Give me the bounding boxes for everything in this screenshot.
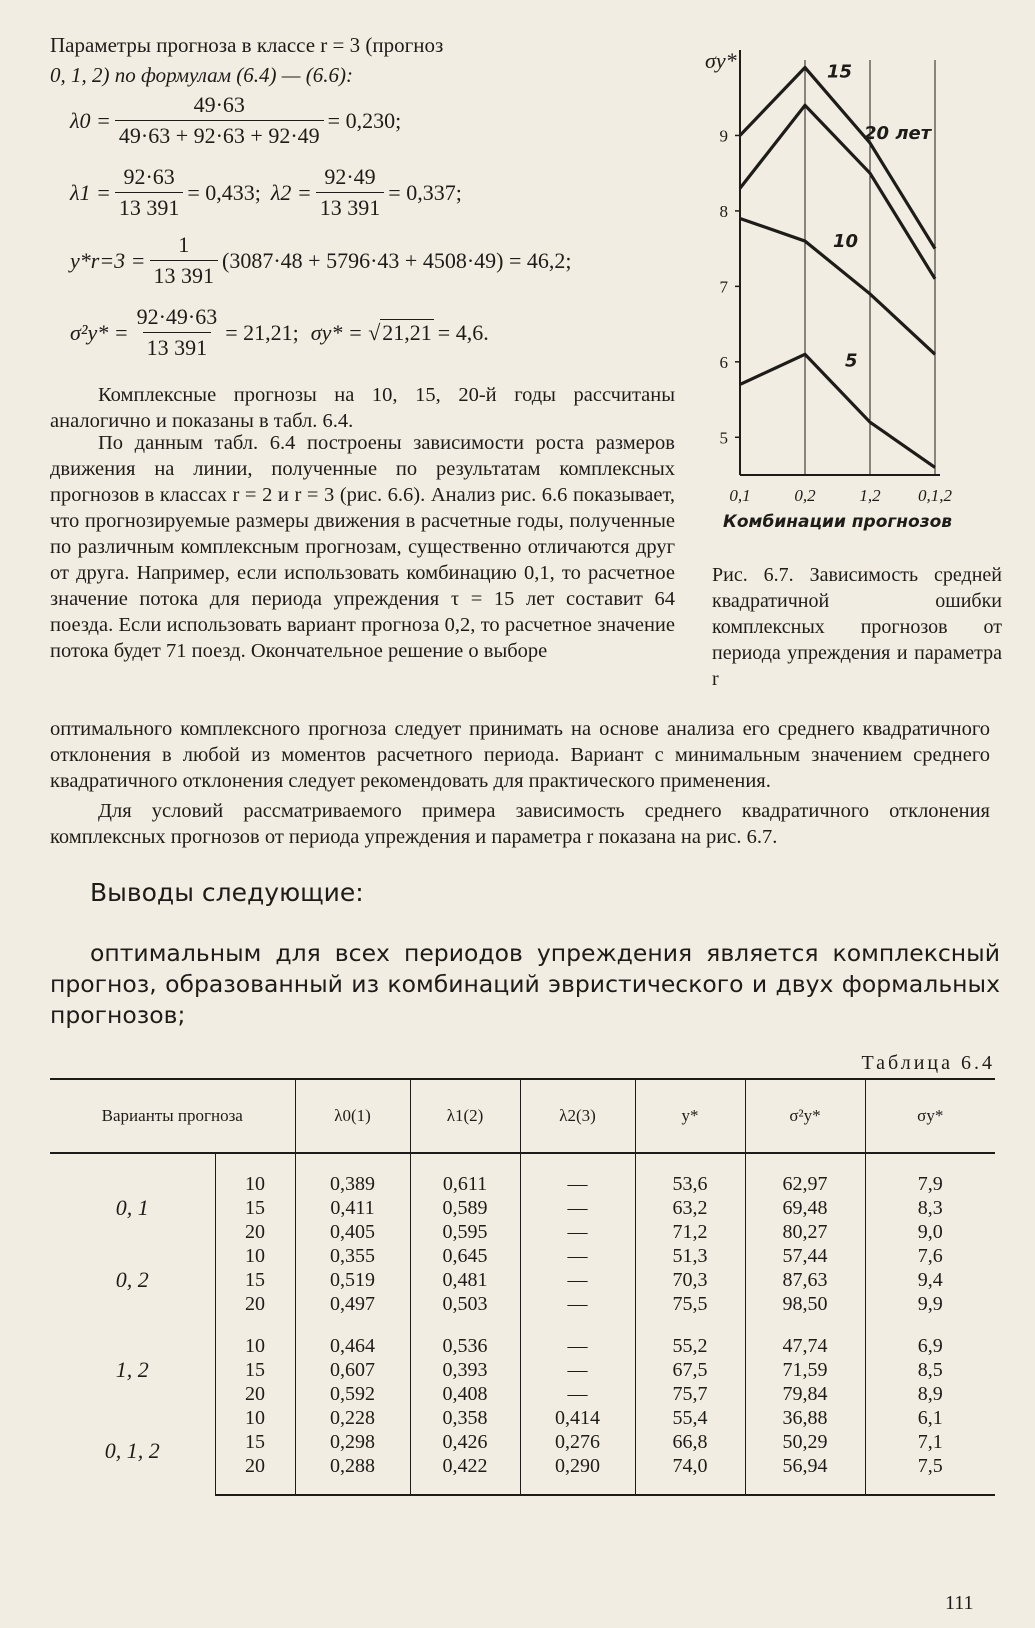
fraction-denominator: 49·63 + 92·63 + 92·49	[115, 120, 324, 149]
table-header-cell: Варианты прогноза	[50, 1079, 295, 1153]
y-tick-label: 5	[719, 428, 728, 448]
fraction-numerator: 1	[178, 232, 190, 257]
conclusions-text: оптимальным для всех периодов упреждения является комплексный прогноз, образованный из комбинаций эвристического и двух формальных прогнозов;	[50, 939, 1000, 1029]
x-axis-label: Комбинации прогнозов	[722, 512, 953, 532]
table-cell: 75,5	[635, 1292, 745, 1316]
table-header-row	[50, 1079, 995, 1153]
table-cell: 62,97	[745, 1153, 865, 1196]
table-row	[50, 1406, 995, 1430]
table-cell: 7,5	[865, 1454, 995, 1495]
table-cell: —	[520, 1153, 635, 1196]
table-cell: 0,592	[295, 1382, 410, 1406]
table-cell: 6,1	[865, 1406, 995, 1430]
table-cell: —	[520, 1244, 635, 1268]
table-cell: 15	[215, 1268, 295, 1292]
table-cell: 8,5	[865, 1358, 995, 1382]
fraction-denominator: 13 391	[316, 192, 385, 221]
y-axis-label: σy*	[705, 48, 737, 73]
table-cell: 15	[215, 1430, 295, 1454]
table-cell: 57,44	[745, 1244, 865, 1268]
table-cell: 0,393	[410, 1358, 520, 1382]
table-cell: 9,0	[865, 1220, 995, 1244]
table-cell: 10	[215, 1244, 295, 1268]
table-cell: 0,645	[410, 1244, 520, 1268]
variant-cell: 0, 2	[115, 1267, 149, 1292]
series-label: 5	[845, 350, 858, 372]
intro-text	[50, 30, 690, 90]
x-tick-label: 0,1	[729, 486, 751, 505]
fraction-numerator: 92·49·63	[136, 304, 218, 329]
table-header-cell: λ0(1)	[295, 1079, 410, 1153]
fraction-numerator: 92·49	[324, 164, 376, 189]
fraction-numerator: 92·63	[123, 164, 175, 189]
table-cell: —	[520, 1268, 635, 1292]
paragraph-2: По данным табл. 6.4 построены зависимости роста размеров движения на линии, полученные по результатам комплексных прогнозов в классах r = 2 и r = 3 (рис. 6.6). Анализ рис. 6.6 показывает, что прогнозируемые размеры движения в расчетные годы, полученные по различным комплексным прогнозам, существенно отличаются друг от друга. Например, если использовать комбинацию 0,1, то расчетное значение потока для периода упреждения τ = 15 лет составит 64 поезда. Если использовать вариант прогноза 0,2, то расчетное значение потока будет 71 поезд. Окончательное решение о выборе	[50, 432, 675, 662]
table-cell: —	[520, 1358, 635, 1382]
y-tick-label: 8	[719, 201, 728, 221]
table-cell: 55,2	[635, 1316, 745, 1358]
formula-sigma: σ²y* = $\frac{92\cdot 49\cdot 63}{13 391}$ = 21,21; σy* = √ 21,21 = 4,6.	[70, 304, 489, 360]
table-cell: 0,411	[295, 1196, 410, 1220]
table-cell: 0,595	[410, 1220, 520, 1244]
table-cell: 6,9	[865, 1316, 995, 1358]
table-cell: 80,27	[745, 1220, 865, 1244]
table-cell: 0,408	[410, 1382, 520, 1406]
table-cell: —	[520, 1316, 635, 1358]
x-tick-label: 1,2	[859, 486, 881, 505]
page-number: 111	[945, 1592, 974, 1614]
table-cell: 20	[215, 1382, 295, 1406]
variant-cell: 0, 1	[115, 1195, 149, 1220]
table-cell: 67,5	[635, 1358, 745, 1382]
table-cell: 71,59	[745, 1358, 865, 1382]
table-cell: 75,7	[635, 1382, 745, 1406]
table-cell: 0,426	[410, 1430, 520, 1454]
table-cell: —	[520, 1196, 635, 1220]
figure-6-7-chart	[705, 40, 1010, 540]
formula-lambda0: λ0 = $\frac{49\cdot 63}{49\cdot 63 + 92\cdot 63 + 92\cdot 49}$ = 0,230;	[70, 92, 402, 148]
fraction-numerator: 49·63	[193, 92, 245, 117]
table-cell: 0,358	[410, 1406, 520, 1430]
table-cell: 0,464	[295, 1316, 410, 1358]
series-label: 15	[827, 61, 853, 83]
table-cell: —	[520, 1292, 635, 1316]
table-cell: 0,481	[410, 1268, 520, 1292]
table-cell: 15	[215, 1358, 295, 1382]
x-tick-label: 0,2	[794, 486, 816, 505]
table-cell: 0,290	[520, 1454, 635, 1495]
table-cell: 7,1	[865, 1430, 995, 1454]
table-cell: 8,3	[865, 1196, 995, 1220]
table-cell: 66,8	[635, 1430, 745, 1454]
table-cell: 69,48	[745, 1196, 865, 1220]
table-cell: 7,9	[865, 1153, 995, 1196]
table-row	[50, 1316, 995, 1358]
table-cell: 0,228	[295, 1406, 410, 1430]
table-cell: 0,298	[295, 1430, 410, 1454]
intro-line-2: 0, 1, 2) по формулам (6.4) — (6.6):	[50, 63, 353, 87]
table-cell: 0,288	[295, 1454, 410, 1495]
square-root: 21,21	[382, 320, 432, 345]
series-label: 20 лет	[864, 123, 932, 144]
table-cell: 55,4	[635, 1406, 745, 1430]
x-tick-label: 0,1,2	[918, 486, 952, 505]
table-cell: 9,4	[865, 1268, 995, 1292]
figure-caption: Рис. 6.7. Зависимость средней квадратичной ошибки комплексных прогнозов от периода упреждения и параметра r	[712, 564, 1002, 690]
fraction-denominator: 13 391	[115, 192, 184, 221]
table-cell: —	[520, 1382, 635, 1406]
fraction-denominator: 13 391	[143, 332, 212, 361]
conclusions-title: Выводы следующие:	[90, 878, 364, 907]
table-cell: 0,389	[295, 1153, 410, 1196]
table-title: Таблица 6.4	[861, 1052, 995, 1074]
paragraph-2-continued: оптимального комплексного прогноза следует принимать на основе анализа его среднего квадратичного отклонения в любой из моментов расчетного периода. Вариант с минимальным значением среднего квадратичного отклонения следует рекомендовать для практического применения.	[50, 718, 990, 792]
table-cell: 0,589	[410, 1196, 520, 1220]
series-line	[740, 354, 935, 467]
table-cell: 10	[215, 1153, 295, 1196]
table-cell: 0,503	[410, 1292, 520, 1316]
formula-lambda1-lambda2: λ1 = $\frac{92\cdot 63}{13 391}$ = 0,433; λ2 = $\frac{92\cdot 49}{13 391}$ = 0,337;	[70, 164, 462, 220]
table-header-cell: σy*	[865, 1079, 995, 1153]
table-cell: 74,0	[635, 1454, 745, 1495]
table-cell: 87,63	[745, 1268, 865, 1292]
table-cell: 9,9	[865, 1292, 995, 1316]
table-cell: 71,2	[635, 1220, 745, 1244]
y-tick-label: 9	[719, 126, 728, 146]
table-cell: 63,2	[635, 1196, 745, 1220]
table-cell: 0,405	[295, 1220, 410, 1244]
table-cell: 51,3	[635, 1244, 745, 1268]
table-cell: 20	[215, 1454, 295, 1495]
table-cell: 56,94	[745, 1454, 865, 1495]
table-cell: 8,9	[865, 1382, 995, 1406]
table-header-cell: λ2(3)	[520, 1079, 635, 1153]
table-row	[50, 1153, 995, 1196]
table-cell: 7,6	[865, 1244, 995, 1268]
table-cell: 0,355	[295, 1244, 410, 1268]
table-cell: 0,276	[520, 1430, 635, 1454]
formula-y-star: y*r=3 = $\frac{1}{13 391}$ (3087·48 + 5796·43 + 4508·49) = 46,2;	[70, 232, 572, 288]
table-cell: 50,29	[745, 1430, 865, 1454]
table-header-cell: λ1(2)	[410, 1079, 520, 1153]
table-cell: 0,414	[520, 1406, 635, 1430]
series-label: 10	[833, 231, 859, 253]
y-tick-label: 7	[719, 277, 728, 297]
variant-cell: 0, 1, 2	[104, 1437, 160, 1463]
table-cell: 0,536	[410, 1316, 520, 1358]
series-line	[740, 68, 935, 249]
paragraph-1: Комплексные прогнозы на 10, 15, 20-й годы рассчитаны аналогично и показаны в табл. 6.4.	[50, 384, 675, 432]
y-tick-label: 6	[719, 352, 728, 372]
table-cell: 10	[215, 1316, 295, 1358]
table-cell: 15	[215, 1196, 295, 1220]
table-row	[50, 1244, 995, 1268]
table-cell: 0,611	[410, 1153, 520, 1196]
table-cell: 0,607	[295, 1358, 410, 1382]
variant-cell: 1, 2	[115, 1357, 149, 1382]
table-cell: 79,84	[745, 1382, 865, 1406]
intro-line-1: Параметры прогноза в классе r = 3 (прогноз	[50, 33, 444, 57]
table-cell: —	[520, 1220, 635, 1244]
table-cell: 0,519	[295, 1268, 410, 1292]
paragraph-3: Для условий рассматриваемого примера зависимость среднего квадратичного отклонения комплексных прогнозов от периода упреждения и параметра r показана на рис. 6.7.	[50, 800, 990, 848]
table-6-4	[50, 1078, 995, 1496]
table-header-cell: y*	[635, 1079, 745, 1153]
table-header-cell: σ²y*	[745, 1079, 865, 1153]
table-cell: 20	[215, 1220, 295, 1244]
table-cell: 10	[215, 1406, 295, 1430]
table-cell: 70,3	[635, 1268, 745, 1292]
table-cell: 0,497	[295, 1292, 410, 1316]
table-cell: 0,422	[410, 1454, 520, 1495]
table-cell: 20	[215, 1292, 295, 1316]
fraction-denominator: 13 391	[150, 260, 219, 289]
table-cell: 53,6	[635, 1153, 745, 1196]
table-cell: 98,50	[745, 1292, 865, 1316]
table-cell: 47,74	[745, 1316, 865, 1358]
table-cell: 36,88	[745, 1406, 865, 1430]
table-body	[50, 1153, 995, 1495]
